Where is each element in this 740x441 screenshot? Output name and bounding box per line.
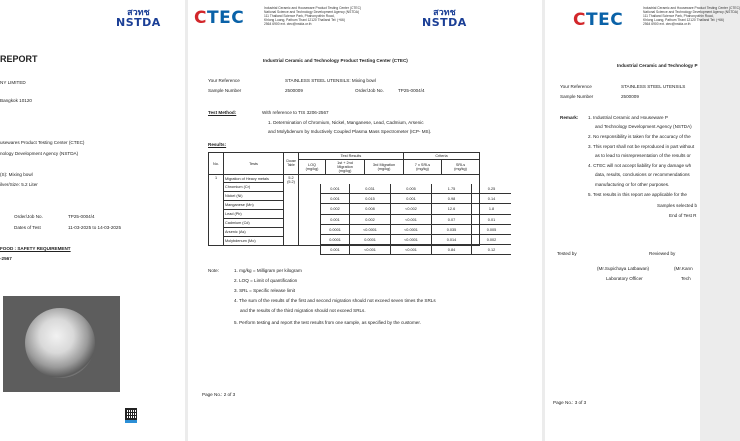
note-line: 5. Perform testing and report the test results from one sample, as specified by the customer. (234, 320, 421, 325)
remark-line: and Technology Development Agency (NSTDA) (595, 124, 692, 129)
your-ref-value: STAINLESS STEEL UTENSILS (621, 84, 686, 89)
value-cell: 0.0001 (320, 225, 349, 234)
value-cell: <0.0001 (390, 235, 431, 244)
row-title: Migration of Heavy metals (224, 175, 284, 183)
value-cell: <0.001 (390, 215, 431, 224)
sample-number-label: Sample Number (208, 88, 242, 93)
org-header-line: Industrial Ceramic and Houseware Product Testing Center (CTEC) (264, 6, 362, 10)
value-cell: 0.001 (320, 215, 349, 224)
org-header-line: Khlong Luang, Pathum Thani 12120 Thailand Tel: (+66) (643, 18, 724, 23)
value-cell: <0.0001 (349, 225, 390, 234)
value-cell: <0.002 (390, 204, 431, 213)
metal-name: Manganese (Mn) (224, 201, 284, 210)
org-header-line: Industrial Ceramic and Houseware Product Testing Center (CTEC) (643, 6, 740, 10)
value-cell: 0.005 (390, 184, 431, 193)
food-requirement-line: FOOD : SAFETY REQUIREMENT (0, 246, 71, 251)
size-line: ilver/Size: 5.2 Liter (0, 182, 38, 187)
order-label: Order/Job No. (14, 214, 43, 219)
remark-line: manufacturing or for other purposes. (595, 182, 670, 187)
value-cell: 0.14 (471, 194, 511, 203)
value-cell: 0.001 (390, 194, 431, 203)
value-row (320, 204, 511, 214)
value-cell: 0.005 (471, 225, 511, 234)
value-cell: 1.8 (471, 204, 511, 213)
header-migration-3: 3rd Migration (mg/kg) (365, 160, 404, 175)
note-line: and the results of the third migration should not exceed SRLs. (240, 308, 366, 313)
reviewed-by-label: Reviewed by (649, 251, 676, 256)
dates-label: Dates of Test (14, 225, 41, 230)
metal-name: Lead (Pb) (224, 210, 284, 219)
value-cell: 0.0001 (320, 235, 349, 244)
sample-number-value: 2500009 (285, 88, 303, 93)
value-row (320, 184, 511, 194)
value-cell: 0.002 (320, 204, 349, 213)
page-number: Page No.: 3 of 3 (553, 400, 587, 405)
value-cell: 0.0001 (349, 235, 390, 244)
reviewer-name: (Mr.Kann (674, 266, 693, 271)
value-cell: <0.0001 (390, 225, 431, 234)
header-criteria: Criteria (404, 153, 480, 160)
clause-cell: 5.2 (5.2) (284, 175, 299, 246)
org-header (643, 6, 740, 26)
remark-line: 4. CTEC will not accept liability for any damage wh (588, 163, 692, 168)
value-cell: 0.002 (471, 235, 511, 244)
row-number: 1 (209, 175, 224, 246)
header-no: No. (209, 153, 224, 175)
header-tests: Tests (224, 153, 284, 175)
table-row (209, 175, 480, 183)
value-cell: 12.6 (431, 204, 471, 213)
value-row (320, 235, 511, 245)
note-line: 3. SRL = Specific release limit (234, 288, 295, 293)
value-cell: 0.01 (471, 215, 511, 224)
org-header-line: 111 Thailand Science Park, Phahonyothin Road, (264, 14, 335, 19)
test-method-line: With reference to TIS 3206-2567 (262, 110, 329, 115)
value-cell: <0.001 (349, 245, 390, 254)
value-cell: 0.98 (431, 194, 471, 203)
your-ref-label: Your Reference (208, 78, 240, 83)
value-cell: 0.002 (349, 215, 390, 224)
note-line: 2. LOQ = Limit of quantification (234, 278, 298, 283)
mixing-bowl-image (25, 308, 95, 378)
order-value: TP25-0004/4 (398, 88, 425, 93)
report-page-1 (0, 0, 185, 441)
org-header-line: Khlong Luang, Pathum Thani 12120 Thailand Tel: (+66) (264, 18, 345, 23)
ctec-logo: CTEC (573, 10, 624, 30)
note-line: 1. mg/kg = Milligram per kilogram (234, 268, 302, 273)
end-of-test: End of Test R (669, 213, 697, 218)
metal-name: Arsenic (As) (224, 228, 284, 237)
metal-name: Nickel (Ni) (224, 192, 284, 201)
value-row (320, 225, 511, 235)
value-cell: 0.07 (431, 215, 471, 224)
header-7x-srls: 7 x SRLs (mg/kg) (404, 160, 442, 175)
header-clause-table: Clause Table (284, 153, 299, 175)
value-cell: <0.001 (390, 245, 431, 254)
page-number: Page No.: 2 of 3 (202, 392, 236, 397)
samples-selected: Samples selected b (657, 203, 698, 208)
metal-name: Molybdenum (Mo) (224, 237, 284, 246)
remark-line: 5. Test results in this report are applicable for the (588, 192, 687, 197)
results-values (320, 184, 511, 255)
nstda-logo: สวทช NSTDA (422, 8, 467, 29)
remark-line: 1. Industrial Ceramic and Houseware P (588, 115, 668, 120)
value-cell: 0.015 (349, 194, 390, 203)
report-page-2 (188, 0, 542, 441)
order-label: Order/Job No. (355, 88, 384, 93)
sample-photo (3, 296, 120, 392)
address-line: Bangkok 10120 (0, 98, 32, 103)
standard-line: -2567 (0, 256, 12, 261)
value-cell: 0.008 (349, 204, 390, 213)
value-cell: 0.001 (320, 194, 349, 203)
order-value: TP25-0004/4 (68, 214, 95, 219)
remark-line: as to lead to misrepresentation of the results or (595, 153, 691, 158)
org-header-line: National Science and Technology Development Agency (NSTDA) (643, 10, 739, 15)
qr-tag-icon (125, 420, 137, 423)
metal-name: Cadmium (Cd) (224, 219, 284, 228)
test-method-label: Test Method: (208, 110, 237, 115)
note-label: Note: (208, 268, 219, 273)
remark-line: data, results, conclusions or recommendations (595, 172, 690, 177)
nstda-logo: สวทช NSTDA (116, 8, 161, 29)
sample-number-value: 2500009 (621, 94, 639, 99)
value-cell: 0.12 (471, 245, 511, 254)
dates-value: 11-03-2025 to 14-03-2025 (68, 225, 122, 230)
page-heading: Industrial Ceramic and Technology P (617, 63, 698, 68)
org-header-line: 2564 6900 ext. ctec@nstda.or.th (264, 22, 312, 27)
table-header-row (209, 153, 480, 160)
note-line: 4. The sum of the results of the first and second migration should not exceed seven times the SRLs (234, 298, 436, 303)
sample-line: (S): Mixing bowl (0, 172, 33, 177)
page-title: REPORT (0, 54, 38, 64)
org-header-line: 111 Thailand Science Park, Phahonyothin Road, (643, 14, 714, 19)
your-ref-value: STAINLESS STEEL UTENSILS: Mixing bowl (285, 78, 376, 83)
value-row (320, 194, 511, 204)
remark-line: 2. No responsibility is taken for the accuracy of the (588, 134, 691, 139)
value-cell: 0.001 (320, 245, 349, 254)
org-header-line: 2564 6900 ext. ctec@nstda.or.th (643, 22, 691, 27)
value-row (320, 215, 511, 225)
lab-line-1: usewares Product Testing Center (CTEC) (0, 140, 85, 145)
value-cell: 0.014 (431, 235, 471, 244)
header-srls: SRLs (mg/kg) (442, 160, 480, 175)
lab-line-2: nology Development Agency (NSTDA) (0, 151, 79, 156)
qr-code-icon (125, 408, 137, 420)
header-loq: LOQ (mg/kg) (299, 160, 326, 175)
value-cell: 1.75 (431, 184, 471, 193)
report-page-3 (545, 0, 740, 441)
ctec-logo: CTEC (194, 8, 245, 28)
value-cell: 0.035 (431, 225, 471, 234)
remark-label: Remark: (560, 115, 579, 120)
page-heading: Industrial Ceramic and Technology Product Testing Center (CTEC) (263, 58, 408, 63)
tester-role: Laboratory Officer (606, 276, 643, 281)
tested-by-label: Tested by (557, 251, 577, 256)
header-test-results: Test Results (299, 153, 404, 160)
value-row (320, 245, 511, 255)
value-cell: 0.001 (320, 184, 349, 193)
reviewer-role: Tech (681, 276, 691, 281)
value-cell: 0.25 (471, 184, 511, 193)
value-cell: 0.84 (431, 245, 471, 254)
org-header (264, 6, 361, 26)
test-method-line: 1. Determination of Chromium, Nickel, Manganese, Lead, Cadmium, Arsenic (268, 120, 424, 125)
org-header-line: National Science and Technology Development Agency (NSTDA) (264, 10, 360, 15)
tester-name: (Mr.Supichaya Latbawan) (597, 266, 650, 271)
test-method-line: and Molybdenum by Inductively Coupled Plasma Mass Spectrometer (ICP- MS). (268, 129, 432, 134)
sample-number-label: Sample Number (560, 94, 594, 99)
metal-name: Chromium (Cr) (224, 183, 284, 192)
your-ref-label: Your Reference (560, 84, 592, 89)
value-cell: 0.031 (349, 184, 390, 193)
client-line: NY LIMITED (0, 80, 26, 85)
header-migration-12: 1st + 2nd Migration (mg/kg) (326, 160, 365, 175)
remark-line: 3. This report shall not be reproduced in part without (588, 144, 695, 149)
results-label: Results: (208, 142, 227, 147)
